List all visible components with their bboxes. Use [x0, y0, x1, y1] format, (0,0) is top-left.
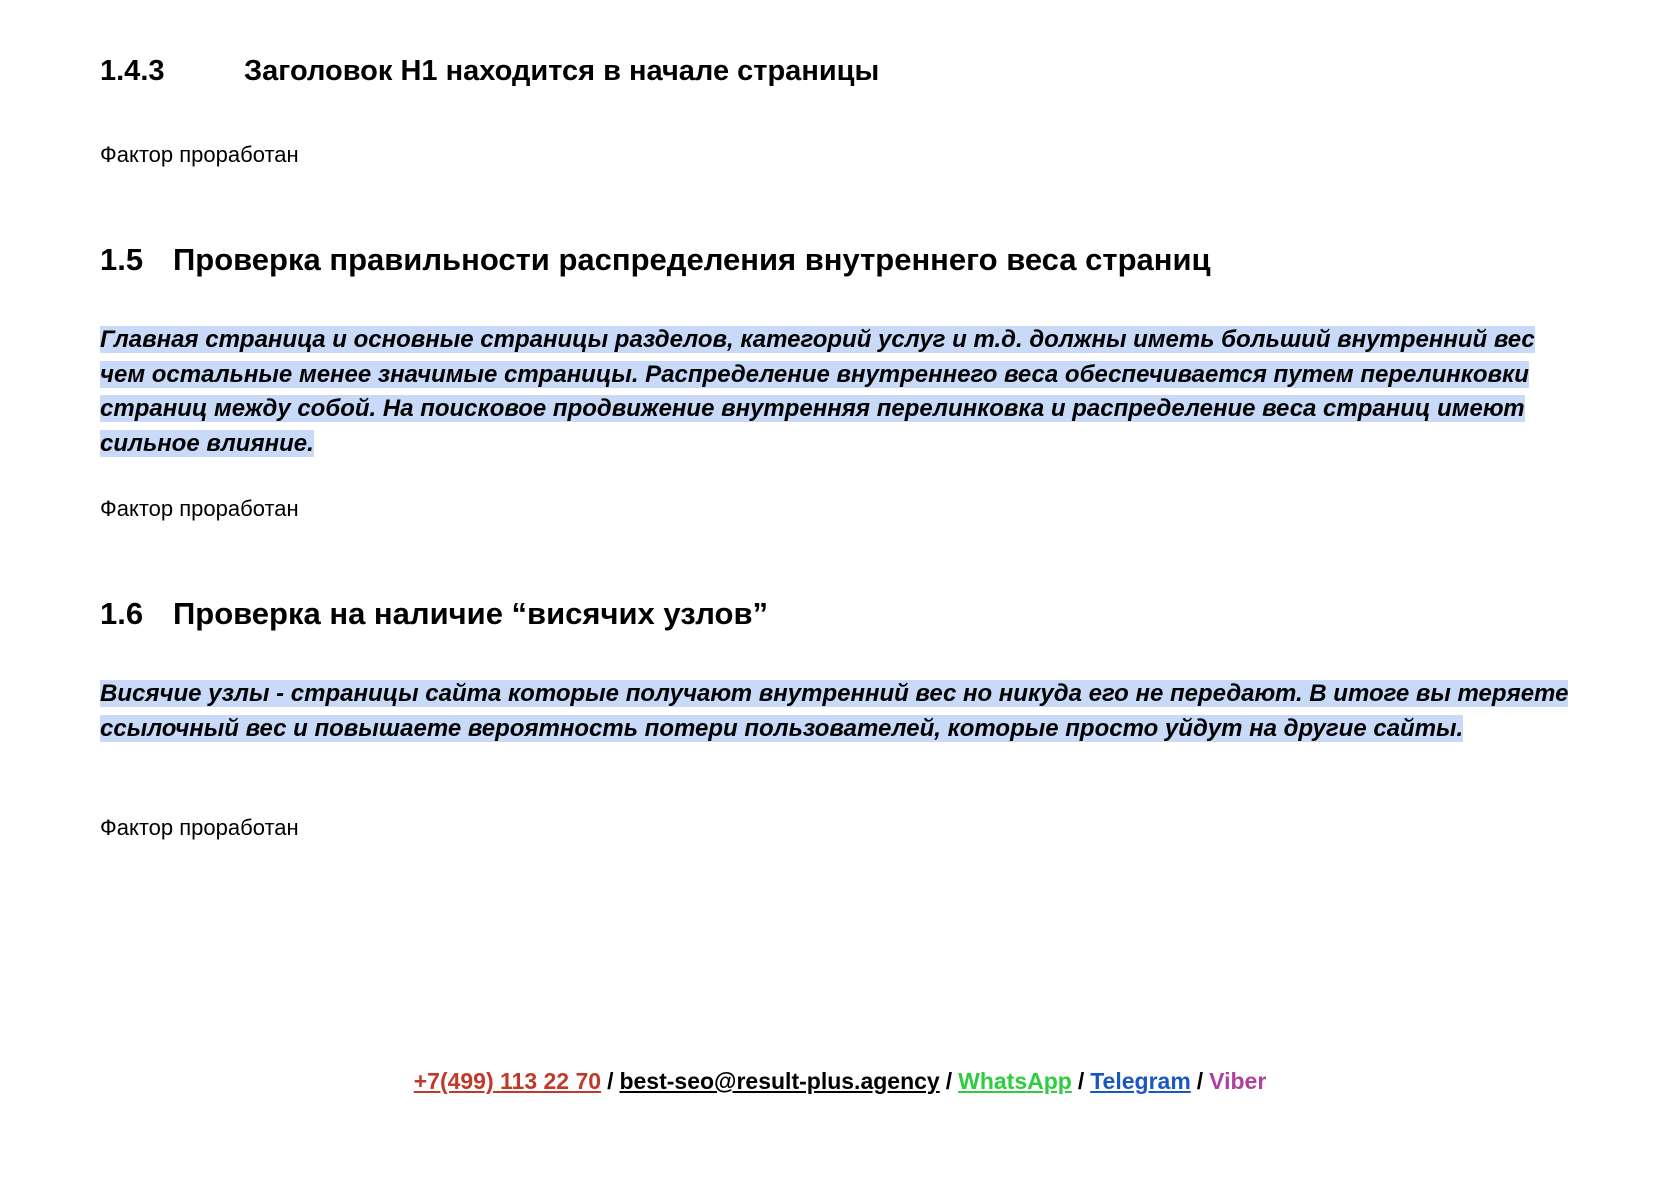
- heading-1-4-3: [100, 55, 879, 88]
- heading-number: 1.6: [100, 596, 144, 631]
- phone-link[interactable]: +7(499) 113 22 70: [413, 1068, 602, 1094]
- heading-1-5: [100, 242, 1211, 278]
- highlighted-note-1-6: [100, 677, 1580, 746]
- heading-title: Заголовок H1 находится в начале страницы: [244, 55, 880, 87]
- heading-title: Проверка правильности распределения внутреннего веса страниц: [173, 242, 1211, 277]
- viber-text: Viber: [1209, 1068, 1267, 1094]
- note-text: Главная страница и основные страницы разделов, категорий услуг и т.д. должны иметь больший внутренний вес чем остальные менее значимые страницы. Распределение внутреннего веса обеспечивается путем перелинковки страниц между собой. На поисковое продвижение внутренняя перелинковка и распределение веса страниц имеют сильное влияние.: [100, 326, 1535, 457]
- heading-number: 1.4.3: [100, 55, 165, 87]
- status-text-1-6: Фактор проработан: [100, 815, 299, 840]
- status-text-1-4-3: Фактор проработан: [100, 142, 299, 167]
- heading-number: 1.5: [100, 242, 144, 277]
- heading-title: Проверка на наличие “висячих узлов”: [173, 596, 769, 631]
- separator: /: [607, 1068, 614, 1094]
- email-link[interactable]: best-seo@result-plus.agency: [619, 1068, 940, 1094]
- separator: /: [1196, 1068, 1204, 1094]
- whatsapp-link[interactable]: WhatsApp: [958, 1068, 1072, 1094]
- contact-footer: [0, 1068, 1680, 1095]
- telegram-link[interactable]: Telegram: [1090, 1068, 1191, 1094]
- status-text-1-5: Фактор проработан: [100, 496, 299, 521]
- separator: /: [945, 1068, 953, 1094]
- note-text: Висячие узлы - страницы сайта которые получают внутренний вес но никуда его не передают. В итоге вы теряете ссылочный вес и повышаете вероятность потери пользователей, которые просто уйдут на другие сайты.: [100, 680, 1569, 742]
- highlighted-note-1-5: [100, 323, 1580, 461]
- separator: /: [1077, 1068, 1085, 1094]
- heading-1-6: [100, 596, 768, 632]
